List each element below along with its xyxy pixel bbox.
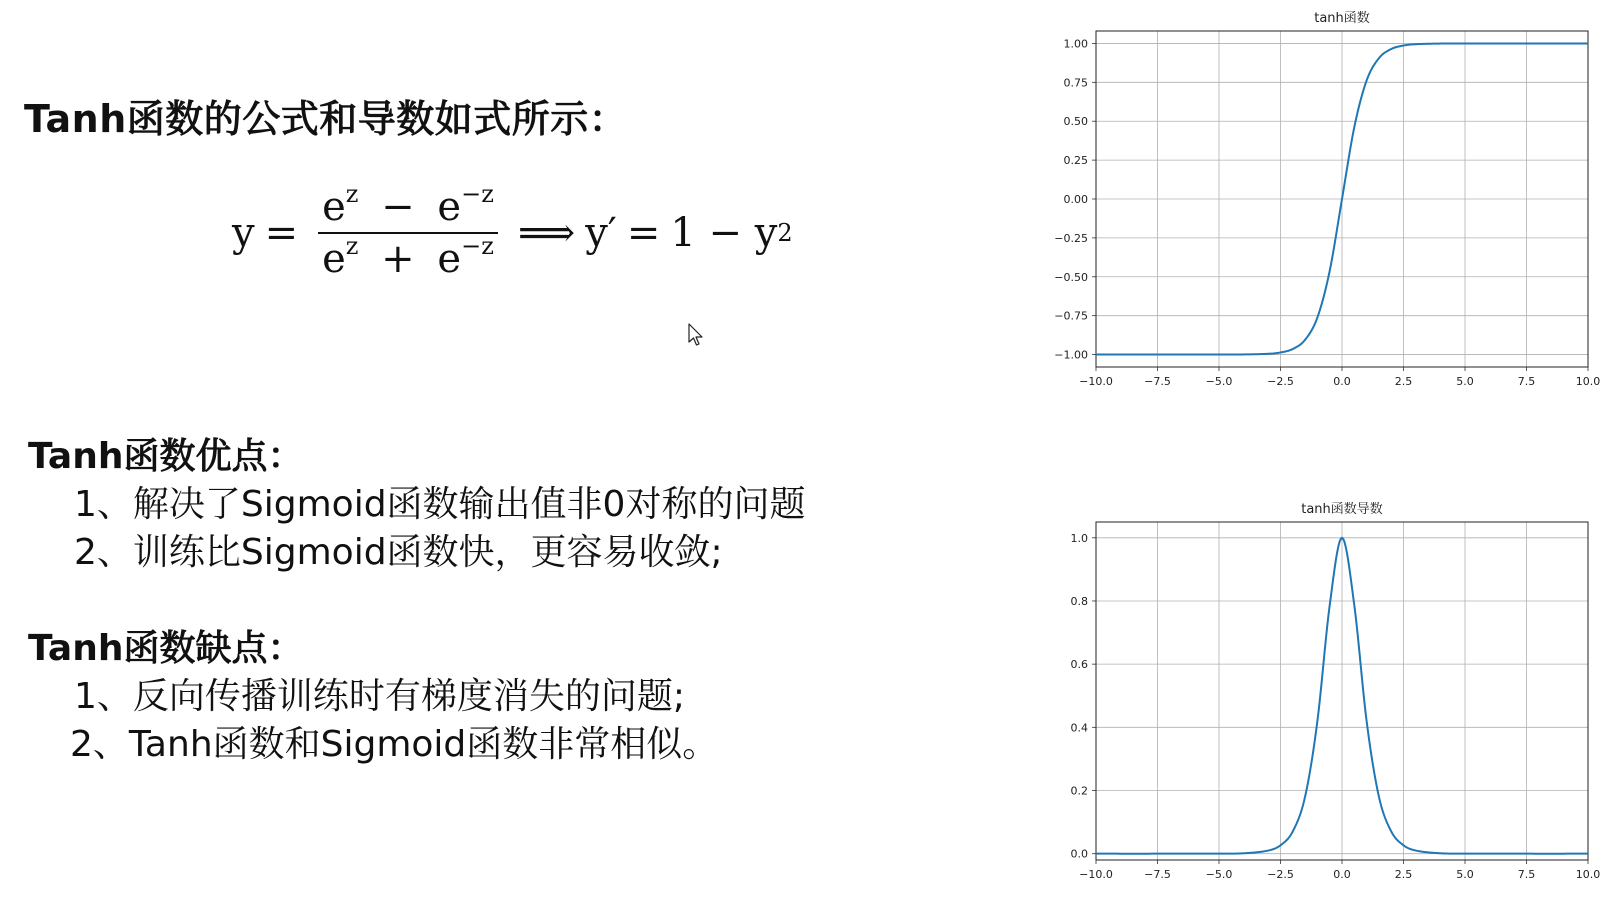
y-tick-label: 0.50 — [1063, 115, 1088, 129]
y-tick-label: 1.00 — [1063, 37, 1088, 51]
chart-title: tanh函数导数 — [1301, 502, 1383, 517]
y-tick-label: −0.25 — [1054, 231, 1088, 245]
x-tick-label: −7.5 — [1144, 375, 1171, 388]
tanh-derivative-chart-svg — [1040, 494, 1601, 900]
y-tick-label: 0.75 — [1063, 76, 1088, 90]
x-tick-label: −2.5 — [1267, 868, 1294, 881]
x-tick-label: 7.5 — [1517, 868, 1536, 881]
y-tick-label: −0.50 — [1054, 270, 1088, 284]
numerator-base-1: e — [322, 184, 346, 230]
tanh-chart — [1040, 0, 1601, 400]
chart-title: tanh函数 — [1314, 11, 1370, 26]
formula-derivative-lhs: y′ — [585, 210, 617, 256]
y-tick-label: 0.0 — [1070, 847, 1088, 861]
x-tick-label: 2.5 — [1394, 868, 1413, 881]
x-tick-label: 7.5 — [1517, 375, 1536, 388]
y-tick-label: 0.00 — [1063, 193, 1088, 206]
formula-numerator — [318, 180, 498, 232]
numerator-operator: − — [381, 184, 415, 230]
denominator-exp-1: z — [345, 232, 359, 260]
formula-equals-2: = — [626, 210, 661, 256]
y-tick-label: 0.8 — [1070, 594, 1088, 608]
slide-title: Tanh函数的公式和导数如式所示： — [24, 97, 628, 141]
x-tick-label: −10.0 — [1079, 868, 1113, 881]
y-tick-label: −0.75 — [1054, 309, 1088, 323]
y-tick-label: 0.6 — [1070, 658, 1088, 672]
x-tick-label: 10.0 — [1575, 375, 1601, 388]
disadvantages-heading: Tanh函数缺点： — [28, 628, 304, 669]
disadvantage-item: 1、反向传播训练时有梯度消失的问题; — [74, 676, 686, 717]
numerator-base-2: e — [437, 184, 462, 230]
x-tick-label: 5.0 — [1456, 868, 1474, 881]
x-tick-label: 0.0 — [1333, 375, 1351, 388]
numerator-exp-2: −z — [461, 180, 494, 208]
formula-fraction — [318, 180, 498, 282]
y-tick-label: 0.25 — [1063, 154, 1088, 168]
tanh-chart-svg — [1040, 0, 1601, 400]
x-tick-label: −5.0 — [1205, 375, 1233, 388]
x-tick-label: 0.0 — [1333, 868, 1351, 881]
numerator-exp-1: z — [345, 180, 359, 208]
tanh-derivative-chart — [1040, 494, 1601, 900]
denominator-exp-2: −z — [461, 232, 494, 260]
x-tick-label: 2.5 — [1394, 375, 1413, 388]
advantage-item: 1、解决了Sigmoid函数输出值非0对称的问题 — [74, 484, 806, 525]
formula-rhs: 1 − y — [670, 210, 778, 256]
denominator-operator: + — [381, 236, 415, 282]
advantage-item: 2、训练比Sigmoid函数快，更容易收敛; — [74, 532, 723, 573]
x-tick-label: −7.5 — [1144, 868, 1171, 881]
x-tick-label: −2.5 — [1267, 375, 1294, 388]
y-tick-label: 0.4 — [1070, 721, 1088, 735]
formula-equals: = — [264, 210, 299, 256]
formula-implies: ⟹ — [517, 210, 576, 256]
advantages-heading: Tanh函数优点： — [28, 436, 304, 477]
x-tick-label: 10.0 — [1575, 868, 1601, 881]
disadvantage-item: 2、Tanh函数和Sigmoid函数非常相似。 — [70, 724, 719, 765]
tanh-formula: y = $\frac{e^z - e^{-z}}{e^z + e^{-z}}$ ⟹ y′ = 1 − y 2 — [232, 180, 793, 282]
formula-lhs: y — [232, 210, 255, 256]
formula-denominator — [318, 234, 498, 280]
y-tick-label: 1.0 — [1070, 531, 1088, 545]
denominator-base-1: e — [322, 236, 346, 282]
x-tick-label: −10.0 — [1079, 375, 1113, 388]
y-tick-label: −1.00 — [1054, 348, 1088, 362]
mouse-cursor-icon — [688, 323, 704, 347]
x-tick-label: 5.0 — [1456, 375, 1474, 388]
y-tick-label: 0.2 — [1070, 784, 1088, 798]
denominator-base-2: e — [437, 236, 462, 282]
x-tick-label: −5.0 — [1205, 868, 1233, 881]
